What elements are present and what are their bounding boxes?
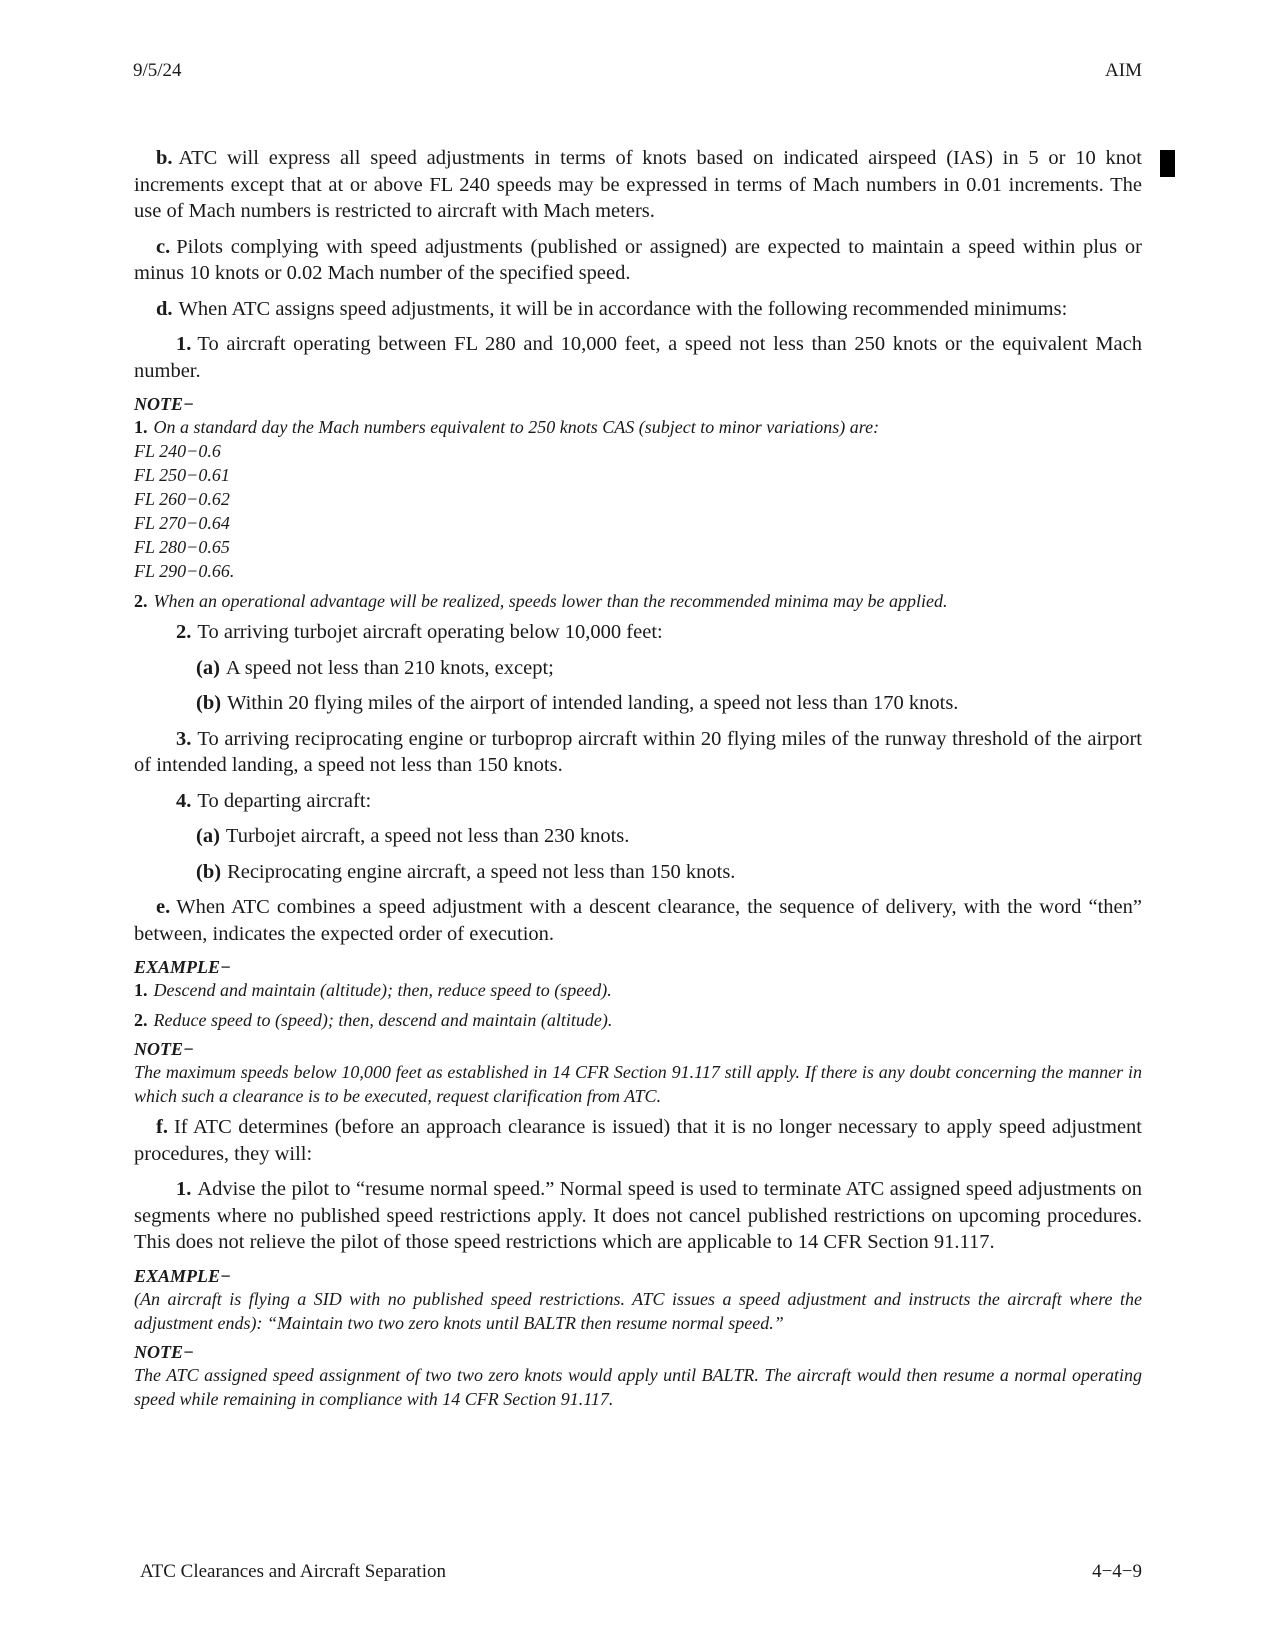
- item-d1: [134, 331, 1142, 384]
- item-text: To arriving turbojet aircraft operating below 10,000 feet:: [197, 621, 663, 643]
- note-block-3: [134, 1341, 1142, 1411]
- item-text: To arriving reciprocating engine or turboprop aircraft within 20 flying miles of the runway threshold of the airport of intended landing, a speed not less than 150 knots.: [134, 727, 1142, 776]
- example-heading: EXAMPLE−: [134, 957, 231, 977]
- item-label: 1.: [176, 333, 192, 355]
- paragraph-label: b.: [156, 147, 173, 169]
- item-text: Reciprocating engine aircraft, a speed not less than 150 knots.: [227, 860, 736, 883]
- paragraph-text: ATC will express all speed adjustments in terms of knots based on indicated airspeed (IAS) in 5 or 10 knot increments except that at or above FL 240 speeds may be expressed in terms of Mach numbers in 0.01 increments. The use of Mach numbers is restricted to aircraft with Mach meters.: [134, 147, 1142, 222]
- item-label: (b): [196, 692, 222, 714]
- note-block-1: [134, 393, 1142, 613]
- note-heading: NOTE−: [134, 1341, 194, 1362]
- mach-level-line: FL 260−0.62: [134, 489, 230, 509]
- note-text: The ATC assigned speed assignment of two two zero knots would apply until BALTR. The aircraft would then resume a normal operating speed while remaining in compliance with 14 CFR Section 91.117.: [134, 1364, 1142, 1409]
- mach-level-line: FL 280−0.65: [134, 537, 230, 557]
- note-item-text: When an operational advantage will be realized, speeds lower than the recommended minima may be applied.: [153, 591, 948, 611]
- item-d3: [134, 726, 1142, 779]
- mach-level-line: FL 250−0.61: [134, 465, 230, 485]
- example-item-2: [134, 1008, 1142, 1032]
- example-item-1: [134, 978, 1142, 1002]
- item-d4: [134, 788, 1142, 815]
- example-block-2: [134, 1265, 1142, 1335]
- example-item-label: 1.: [134, 980, 148, 1000]
- paragraph-text: When ATC assigns speed adjustments, it will be in accordance with the following recommended minimums:: [178, 297, 1068, 320]
- note-item-label: 2.: [134, 591, 148, 611]
- paragraph-text: When ATC combines a speed adjustment with a descent clearance, the sequence of delivery, with the word “then” between, indicates the expected order of execution.: [134, 896, 1142, 945]
- note-heading: NOTE−: [134, 1039, 194, 1059]
- paragraph-text: If ATC determines (before an approach clearance is issued) that it is no longer necessary to apply speed adjustment procedures, they will:: [134, 1116, 1142, 1165]
- note-text: The maximum speeds below 10,000 feet as established in 14 CFR Section 91.117 still apply. If there is any doubt concerning the manner in which such a clearance is to be executed, request clarification from ATC.: [134, 1062, 1142, 1106]
- paragraph-label: c.: [156, 235, 171, 258]
- note-item-1: [134, 415, 1142, 439]
- page-content: [134, 145, 1142, 1411]
- example-text: (An aircraft is flying a SID with no published speed restrictions. ATC issues a speed adjustment and instructs the aircraft where the adjustment ends): “Maintain two two zero knots until BALTR then resume normal speed.”: [134, 1288, 1142, 1333]
- item-label: (a): [196, 656, 220, 679]
- item-label: 4.: [176, 789, 192, 812]
- change-bar: [1160, 150, 1175, 177]
- note-item-text: On a standard day the Mach numbers equivalent to 250 knots CAS (subject to minor variations) are:: [153, 417, 880, 437]
- paragraph-label: f.: [156, 1116, 168, 1138]
- item-label: (b): [196, 860, 222, 883]
- paragraph-f: [134, 1114, 1142, 1167]
- item-text: To aircraft operating between FL 280 and 10,000 feet, a speed not less than 250 knots or the equivalent Mach number.: [134, 333, 1142, 382]
- item-text: A speed not less than 210 knots, except;: [225, 656, 554, 679]
- paragraph-e: [134, 894, 1142, 947]
- footer-page-number: 4−4−9: [1092, 1561, 1142, 1582]
- mach-level-line: FL 290−0.66.: [134, 561, 235, 581]
- paragraph-label: e.: [156, 896, 171, 918]
- item-text: Turbojet aircraft, a speed not less than 230 knots.: [225, 825, 630, 847]
- example-block-1: [134, 956, 1142, 1032]
- paragraph-c: [134, 234, 1142, 287]
- header-doc-name: AIM: [1105, 60, 1142, 81]
- note-heading: NOTE−: [134, 394, 194, 414]
- item-d2b: [134, 690, 1142, 717]
- item-f1: [134, 1176, 1142, 1256]
- header-date: 9/5/24: [133, 60, 182, 81]
- item-d2a: [134, 655, 1142, 682]
- note-block-2: [134, 1038, 1142, 1108]
- footer-chapter-title: ATC Clearances and Aircraft Separation: [140, 1561, 446, 1582]
- paragraph-text: Pilots complying with speed adjustments (published or assigned) are expected to maintain a speed within plus or minus 10 knots or 0.02 Mach number of the specified speed.: [134, 235, 1142, 284]
- item-d4b: [134, 859, 1142, 886]
- item-label: 1.: [176, 1178, 192, 1200]
- example-item-text: Reduce speed to (speed); then, descend and maintain (altitude).: [153, 1010, 613, 1030]
- mach-level-line: FL 240−0.6: [134, 441, 221, 461]
- item-text: Advise the pilot to “resume normal speed.” Normal speed is used to terminate ATC assigned speed adjustments on segments where no published speed restrictions apply. It does not cancel published restrictions on upcoming procedures. This does not relieve the pilot of those speed restrictions which are applicable to 14 CFR Section 91.117.: [134, 1178, 1142, 1253]
- mach-level-line: FL 270−0.64: [134, 513, 230, 533]
- paragraph-label: d.: [156, 297, 173, 320]
- item-d2: [134, 619, 1142, 646]
- item-label: 2.: [176, 621, 192, 643]
- example-heading: EXAMPLE−: [134, 1265, 231, 1286]
- note-item-label: 1.: [134, 417, 148, 437]
- item-text: Within 20 flying miles of the airport of intended landing, a speed not less than 170 knots.: [227, 692, 959, 714]
- item-label: (a): [196, 825, 220, 847]
- note-item-2: [134, 589, 1142, 613]
- example-item-text: Descend and maintain (altitude); then, reduce speed to (speed).: [153, 980, 612, 1000]
- example-item-label: 2.: [134, 1010, 148, 1030]
- paragraph-b: [134, 145, 1142, 225]
- item-text: To departing aircraft:: [197, 789, 372, 812]
- item-label: 3.: [176, 727, 192, 750]
- item-d4a: [134, 823, 1142, 850]
- paragraph-d: [134, 296, 1142, 323]
